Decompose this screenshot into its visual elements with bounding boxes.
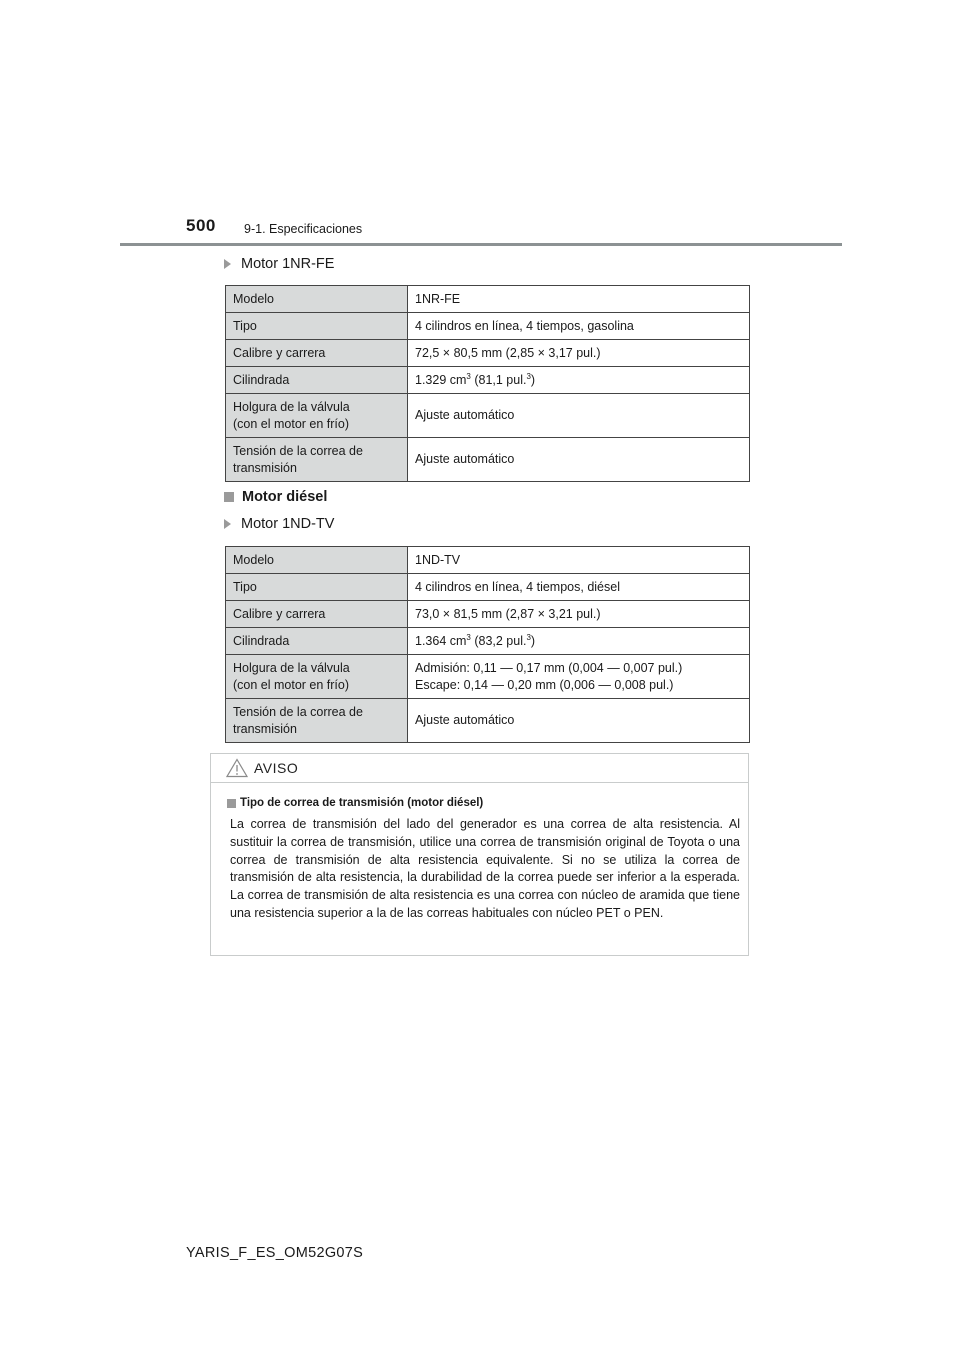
- superscript: 3: [466, 632, 471, 642]
- gasoline-engine-subheading: [224, 256, 334, 272]
- table-row: [226, 438, 750, 482]
- diesel-spec-table: [225, 546, 750, 743]
- subheading-text: Motor 1ND-TV: [241, 516, 335, 532]
- row-label: Modelo: [226, 547, 408, 574]
- superscript: 3: [526, 632, 531, 642]
- row-value: 1ND-TV: [408, 547, 750, 574]
- label-line: transmisión: [233, 721, 297, 736]
- page-number: 500: [186, 216, 216, 235]
- value-text: ): [530, 633, 536, 648]
- row-value: [408, 628, 750, 655]
- warning-item-title: [227, 797, 483, 809]
- value-line: Admisión: 0,11 — 0,17 mm (0,004 — 0,007 pul.): [415, 660, 683, 675]
- header-rule: [120, 243, 842, 246]
- value-line: Escape: 0,14 — 0,20 mm (0,006 — 0,008 pul.): [415, 677, 674, 692]
- warning-item-title-text: Tipo de correa de transmisión (motor diésel): [240, 797, 484, 809]
- row-label: Tipo: [226, 574, 408, 601]
- value-text: (83,2 pul.: [470, 633, 527, 648]
- warning-box: [210, 753, 749, 956]
- row-label: [226, 438, 408, 482]
- table-row: [226, 547, 750, 574]
- row-label: Tipo: [226, 313, 408, 340]
- table-row: [226, 601, 750, 628]
- table-row: [226, 394, 750, 438]
- warning-title: AVISO: [254, 760, 299, 776]
- row-value: [408, 367, 750, 394]
- row-value: 1NR-FE: [408, 286, 750, 313]
- label-line: Tensión de la correa de: [233, 443, 363, 458]
- square-bullet-icon: [224, 492, 234, 502]
- table-row: [226, 574, 750, 601]
- label-line: (con el motor en frío): [233, 416, 350, 431]
- row-value: 4 cilindros en línea, 4 tiempos, gasolina: [408, 313, 750, 340]
- label-line: transmisión: [233, 460, 297, 475]
- value-text: (81,1 pul.: [470, 372, 527, 387]
- value-text: 1.364 cm: [415, 633, 467, 648]
- warning-text: La correa de transmisión del lado del generador es una correa de alta resistencia. Al sustituir la correa de transmisión, utilice una correa de transmisión original de Toyota o una correa de transmisión de alta resistencia equivalente. Si no se utiliza la correa de transmisión de alta resistencia, la durabilidad de la correa puede ser inferior a la esperada. La correa de transmisión de alta resistencia es una correa con núcleo de aramida que tiene una resistencia superior a la de las correas habituales con núcleo PET o PEN.: [230, 817, 740, 920]
- table-row: [226, 699, 750, 743]
- subheading-text: Motor 1NR-FE: [241, 256, 335, 272]
- footer-code: YARIS_F_ES_OM52G07S: [186, 1245, 364, 1261]
- square-bullet-icon: [227, 799, 236, 808]
- table-row: [226, 313, 750, 340]
- triangle-bullet-icon: [224, 259, 231, 269]
- table-row: [226, 367, 750, 394]
- row-value: Ajuste automático: [408, 438, 750, 482]
- row-value: 4 cilindros en línea, 4 tiempos, diésel: [408, 574, 750, 601]
- warning-triangle-icon: [226, 758, 248, 778]
- row-label: [226, 394, 408, 438]
- diesel-engine-heading: [224, 489, 327, 505]
- label-line: Holgura de la válvula: [233, 660, 350, 675]
- table-row: [226, 628, 750, 655]
- diesel-engine-subheading: [224, 516, 334, 532]
- value-text: ): [530, 372, 536, 387]
- row-value: 72,5 × 80,5 mm (2,85 × 3,17 pul.): [408, 340, 750, 367]
- row-label: Calibre y carrera: [226, 340, 408, 367]
- row-value: 73,0 × 81,5 mm (2,87 × 3,21 pul.): [408, 601, 750, 628]
- row-label: Modelo: [226, 286, 408, 313]
- row-label: Calibre y carrera: [226, 601, 408, 628]
- section-title: 9-1. Especificaciones: [244, 222, 363, 236]
- label-line: Tensión de la correa de: [233, 704, 363, 719]
- label-line: (con el motor en frío): [233, 677, 350, 692]
- triangle-bullet-icon: [224, 519, 231, 529]
- row-label: [226, 655, 408, 699]
- row-value: [408, 655, 750, 699]
- table-row: [226, 655, 750, 699]
- table-row: [226, 340, 750, 367]
- superscript: 3: [466, 371, 471, 381]
- row-value: Ajuste automático: [408, 394, 750, 438]
- row-value: Ajuste automático: [408, 699, 750, 743]
- gasoline-spec-table: [225, 285, 750, 482]
- row-label: Cilindrada: [226, 367, 408, 394]
- value-text: 1.329 cm: [415, 372, 467, 387]
- row-label: [226, 699, 408, 743]
- warning-header: [211, 754, 748, 783]
- row-label: Cilindrada: [226, 628, 408, 655]
- superscript: 3: [526, 371, 531, 381]
- heading-text: Motor diésel: [242, 489, 328, 505]
- table-row: [226, 286, 750, 313]
- label-line: Holgura de la válvula: [233, 399, 350, 414]
